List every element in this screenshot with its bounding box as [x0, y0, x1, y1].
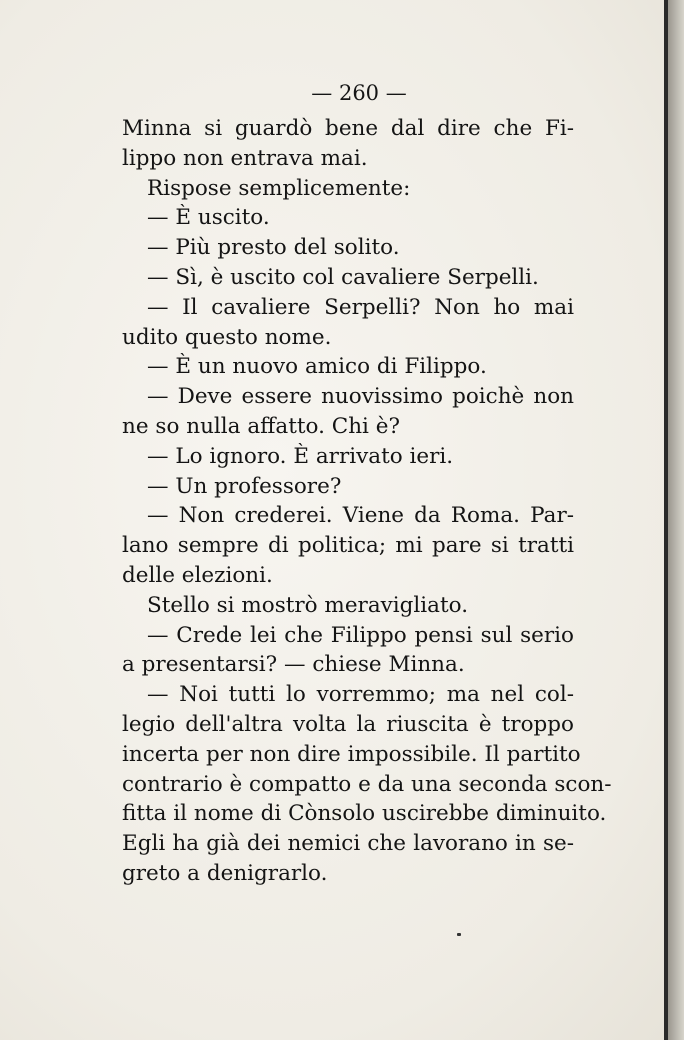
text-line: contrario è compatto e da una seconda scon-	[122, 771, 612, 797]
page-gutter	[664, 0, 668, 1040]
text-line: — Sì, è uscito col cavaliere Serpelli.	[147, 264, 539, 290]
text-line: — Crede lei che Filippo pensi sul serio	[147, 622, 574, 648]
page-gutter-shadow	[668, 0, 684, 1040]
text-line: — Lo ignoro. È arrivato ieri.	[147, 443, 454, 469]
text-line: — È un nuovo amico di Filippo.	[147, 354, 487, 380]
text-line: delle elezioni.	[122, 562, 273, 588]
text-line: lippo non entrava mai.	[122, 145, 368, 171]
text-line: a presentarsi? — chiese Minna.	[122, 652, 465, 678]
text-line: legio dell'altra volta la riuscita è troppo	[122, 711, 574, 737]
text-line: incerta per non dire impossibile. Il partito	[122, 741, 581, 767]
page-text	[122, 114, 612, 889]
text-line: Egli ha già dei nemici che lavorano in se-	[122, 831, 574, 857]
text-line: — Deve essere nuovissimo poichè non	[147, 384, 574, 410]
text-line: Rispose semplicemente:	[147, 175, 411, 201]
page-number: — 260 —	[311, 81, 407, 105]
text-line: udito questo nome.	[122, 324, 332, 350]
text-line: — Il cavaliere Serpelli? Non ho mai	[147, 294, 574, 320]
text-line: ne so nulla affatto. Chi è?	[122, 413, 400, 439]
text-line: Stello si mostrò meravigliato.	[147, 592, 469, 618]
ink-speck	[457, 933, 461, 936]
text-line: lano sempre di politica; mi pare si tratti	[122, 533, 574, 559]
text-line: — È uscito.	[147, 205, 270, 231]
text-line: — Non crederei. Viene da Roma. Par-	[147, 503, 574, 529]
text-line: — Noi tutti lo vorremmo; ma nel col-	[147, 682, 574, 708]
text-line: greto a denigrarlo.	[122, 860, 328, 886]
text-line: fitta il nome di Cònsolo uscirebbe diminuito.	[122, 801, 607, 827]
text-line: Minna si guardò bene dal dire che Fi-	[122, 116, 574, 141]
text-line: — Un professore?	[147, 473, 342, 499]
text-line: — Più presto del solito.	[147, 235, 400, 261]
